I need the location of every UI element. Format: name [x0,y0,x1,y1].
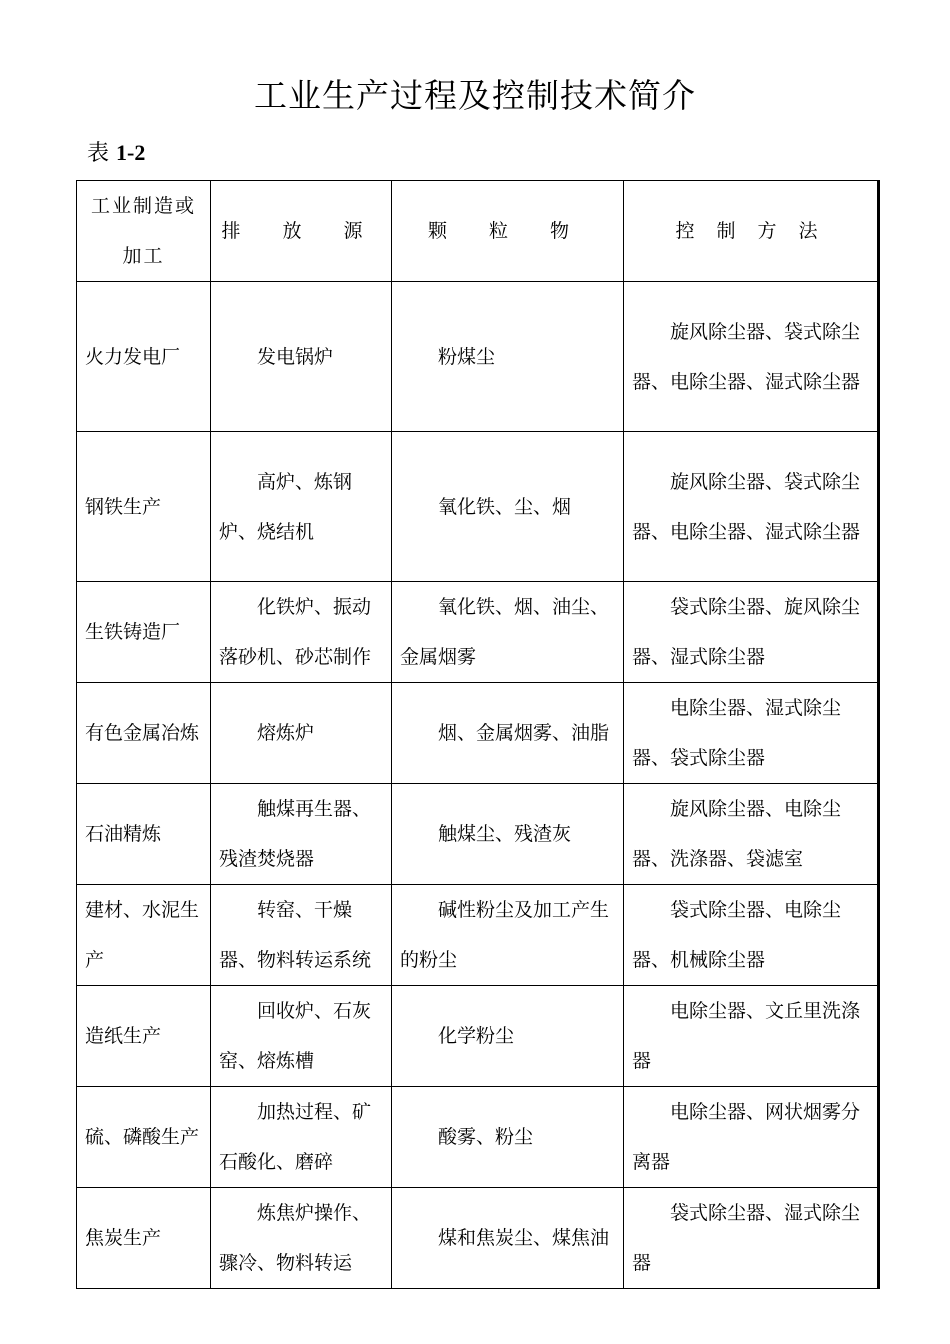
table-row [77,582,879,683]
cell-industry: 有色金属冶炼 [77,683,211,784]
industry-particulate-table [76,180,880,1289]
cell-particulate: 化学粉尘 [392,986,624,1087]
cell-industry: 焦炭生产 [77,1188,211,1289]
cell-source: 高炉、炼钢炉、烧结机 [211,432,392,582]
cell-particulate: 碱性粉尘及加工产生的粉尘 [392,885,624,986]
table-number: 1-2 [116,140,146,165]
cell-control: 旋风除尘器、袋式除尘器、电除尘器、湿式除尘器 [624,282,879,432]
cell-source: 回收炉、石灰窑、熔炼槽 [211,986,392,1087]
cell-particulate: 煤和焦炭尘、煤焦油 [392,1188,624,1289]
cell-control: 袋式除尘器、旋风除尘器、湿式除尘器 [624,582,879,683]
cell-particulate: 酸雾、粉尘 [392,1087,624,1188]
cell-industry: 石油精炼 [77,784,211,885]
cell-control: 袋式除尘器、电除尘器、机械除尘器 [624,885,879,986]
cell-source: 化铁炉、振动落砂机、砂芯制作 [211,582,392,683]
table-row [77,432,879,582]
cell-industry: 建材、水泥生产 [77,885,211,986]
cell-particulate: 氧化铁、尘、烟 [392,432,624,582]
cell-control: 电除尘器、文丘里洗涤器 [624,986,879,1087]
cell-control: 电除尘器、网状烟雾分离器 [624,1087,879,1188]
table-caption [87,136,145,167]
table-caption-prefix: 表 [87,141,116,166]
cell-control: 旋风除尘器、袋式除尘器、电除尘器、湿式除尘器 [624,432,879,582]
table-row [77,1188,879,1289]
cell-source: 转窑、干燥器、物料转运系统 [211,885,392,986]
table-header-row [77,181,879,282]
table-row [77,1087,879,1188]
header-source: 排 放 源 [211,181,392,282]
cell-industry: 钢铁生产 [77,432,211,582]
cell-industry: 造纸生产 [77,986,211,1087]
cell-industry: 硫、磷酸生产 [77,1087,211,1188]
table-row [77,885,879,986]
cell-particulate: 粉煤尘 [392,282,624,432]
header-particulate: 颗 粒 物 [392,181,624,282]
cell-control: 电除尘器、湿式除尘器、袋式除尘器 [624,683,879,784]
page-title: 工业生产过程及控制技术简介 [254,76,696,115]
cell-particulate: 触煤尘、残渣灰 [392,784,624,885]
cell-industry: 生铁铸造厂 [77,582,211,683]
table-row [77,986,879,1087]
cell-industry: 火力发电厂 [77,282,211,432]
cell-control: 袋式除尘器、湿式除尘器 [624,1188,879,1289]
cell-source: 加热过程、矿石酸化、磨碎 [211,1087,392,1188]
table-row [77,784,879,885]
cell-control: 旋风除尘器、电除尘器、洗涤器、袋滤室 [624,784,879,885]
cell-source: 炼焦炉操作、骤冷、物料转运 [211,1188,392,1289]
table-row [77,282,879,432]
header-industry: 工业制造或加工 [77,181,211,282]
cell-particulate: 烟、金属烟雾、油脂 [392,683,624,784]
cell-source: 熔炼炉 [211,683,392,784]
header-control: 控 制 方 法 [624,181,879,282]
table-row [77,683,879,784]
cell-source: 发电锅炉 [211,282,392,432]
cell-source: 触煤再生器、残渣焚烧器 [211,784,392,885]
cell-particulate: 氧化铁、烟、油尘、金属烟雾 [392,582,624,683]
